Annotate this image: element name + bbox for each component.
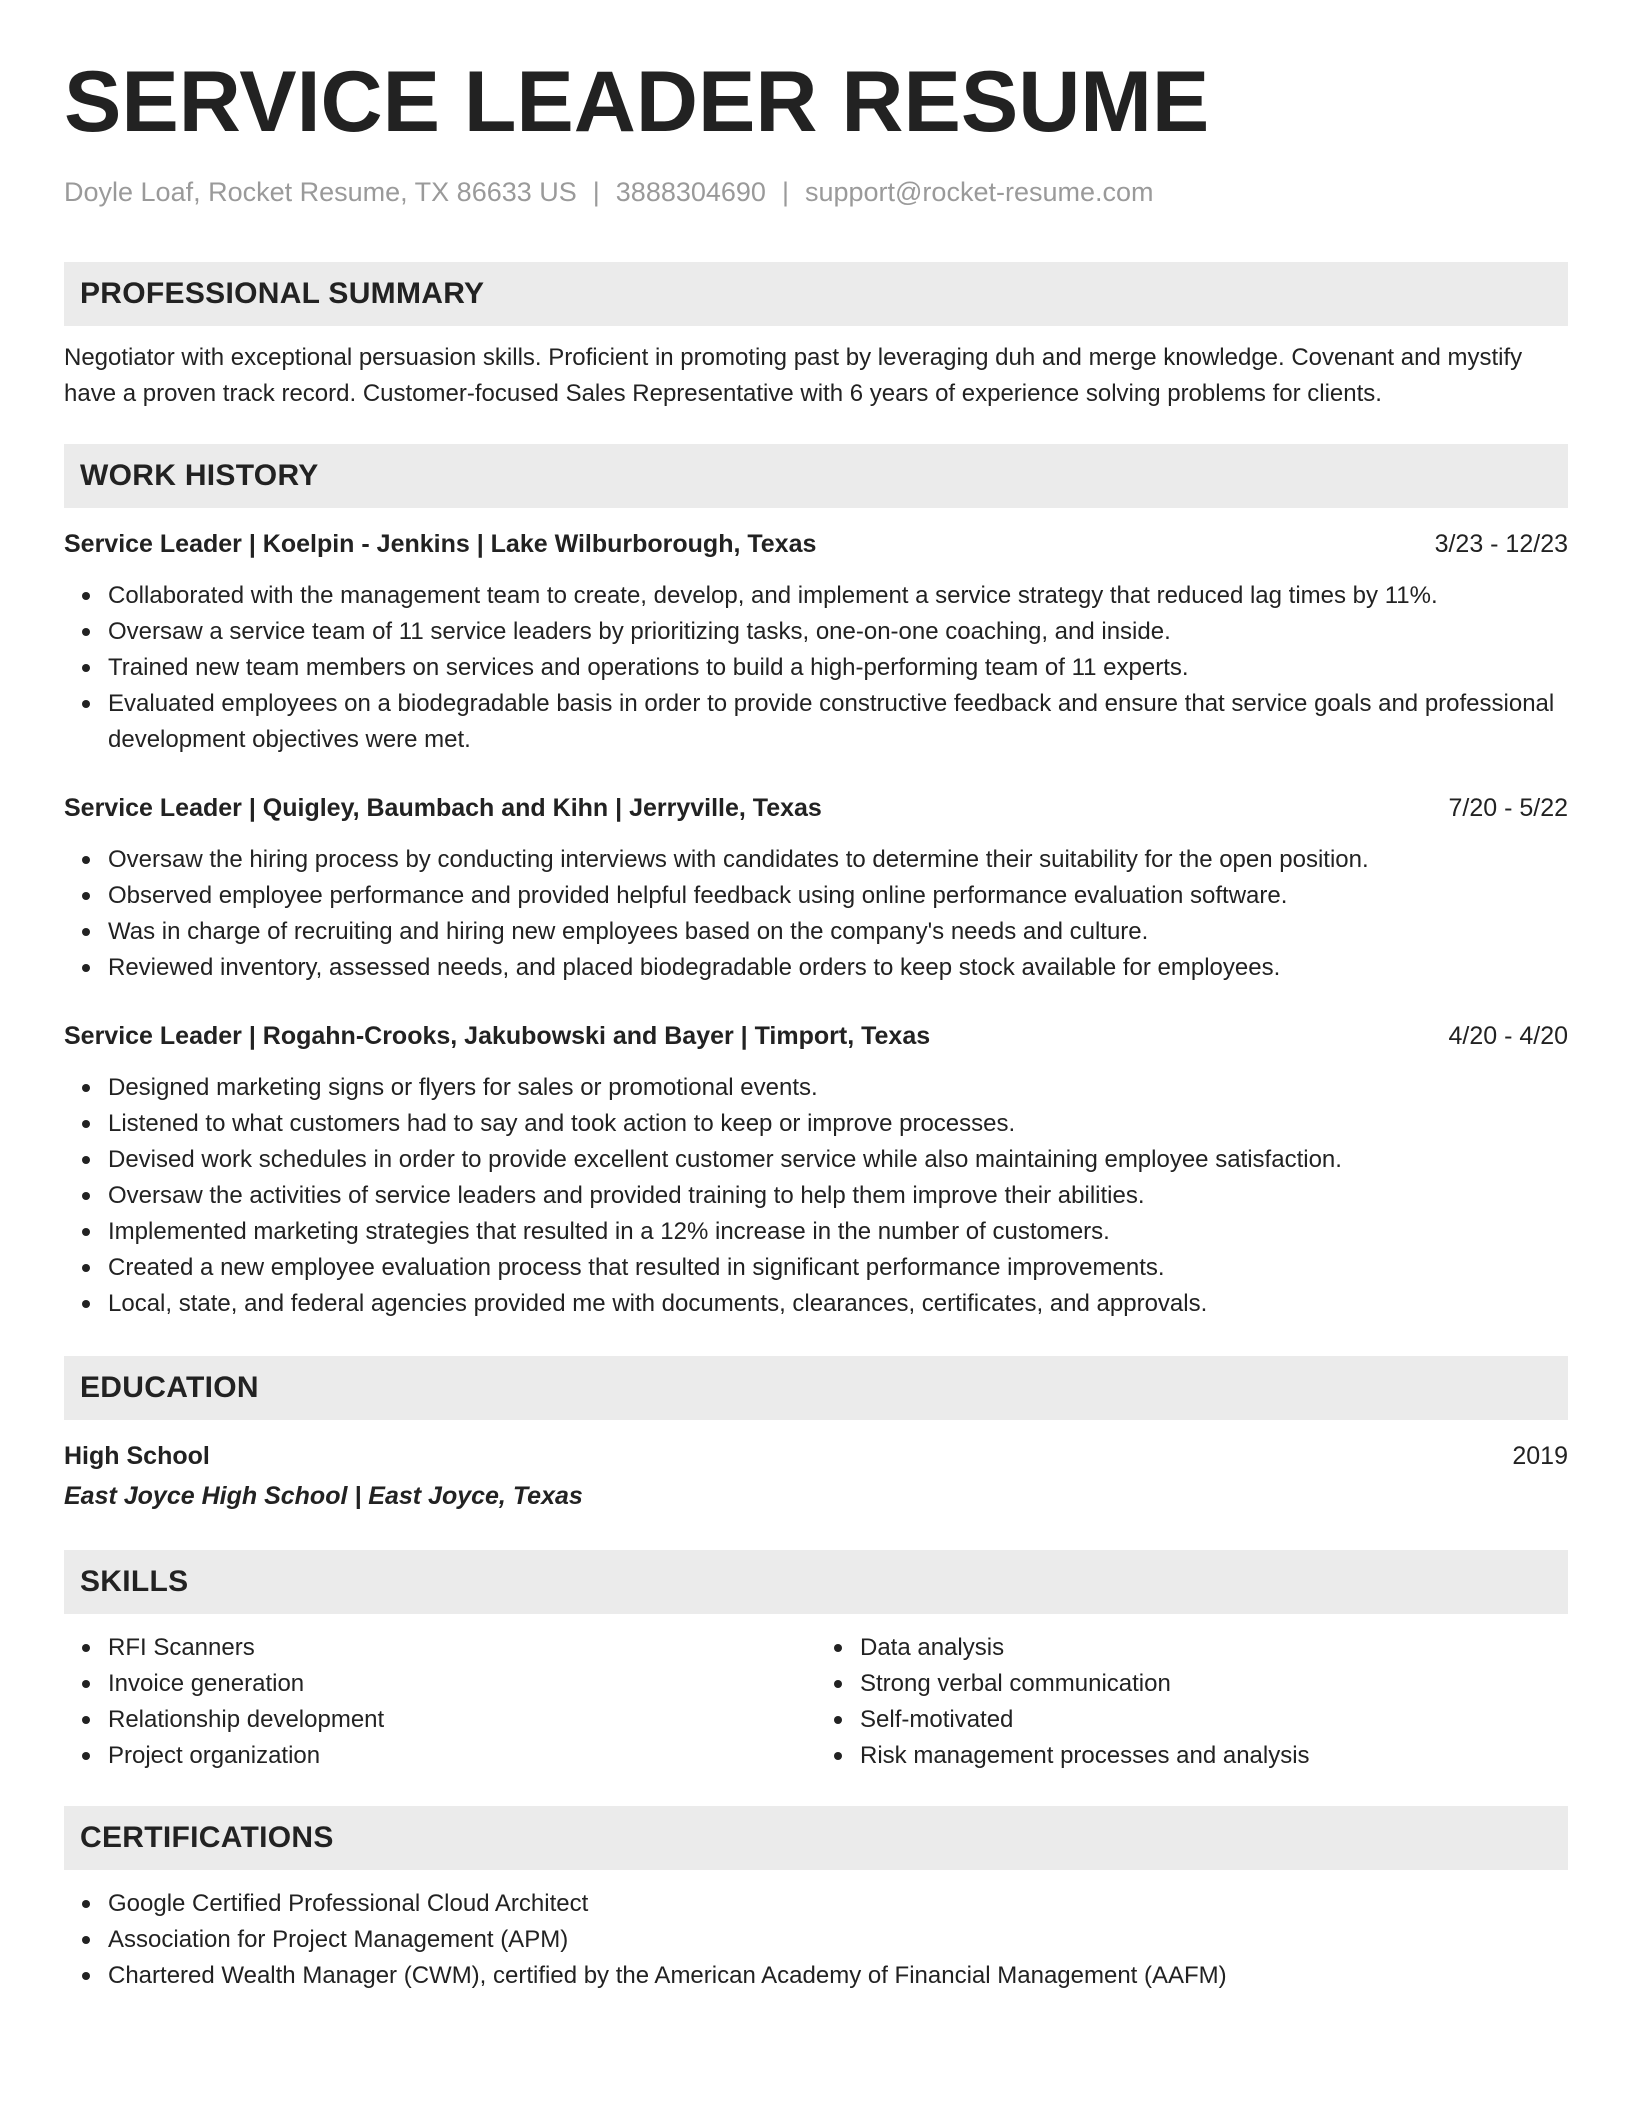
job-bullet: Observed employee performance and provided helpful feedback using online performance evaluation software. [108, 878, 1568, 914]
job-entry [64, 526, 1568, 758]
skills-list-left [64, 1630, 816, 1774]
skill-item: Relationship development [108, 1702, 816, 1738]
job-bullet: Local, state, and federal agencies provided me with documents, clearances, certificates, and approvals. [108, 1286, 1568, 1322]
section-header-skills: SKILLS [64, 1550, 1568, 1614]
skill-item: Strong verbal communication [860, 1666, 1568, 1702]
job-bullet: Designed marketing signs or flyers for sales or promotional events. [108, 1070, 1568, 1106]
job-bullet: Collaborated with the management team to create, develop, and implement a service strategy that reduced lag times by 11%. [108, 578, 1568, 614]
skill-item: Risk management processes and analysis [860, 1738, 1568, 1774]
skills-list-right [816, 1630, 1568, 1774]
job-bullet-list [64, 578, 1568, 758]
resume-title: SERVICE LEADER RESUME [64, 54, 1210, 150]
certification-item: Chartered Wealth Manager (CWM), certified by the American Academy of Financial Management (AAFM) [108, 1958, 1568, 1994]
education-year: 2019 [1512, 1442, 1568, 1470]
section-header-work-history: WORK HISTORY [64, 444, 1568, 508]
job-header [64, 1018, 1568, 1054]
section-header-education: EDUCATION [64, 1356, 1568, 1420]
contact-email: support@rocket-resume.com [804, 177, 1154, 207]
job-title: Service Leader | Koelpin - Jenkins | Lake Wilburborough, Texas [64, 530, 817, 558]
job-bullet: Oversaw the activities of service leaders and provided training to help them improve their abilities. [108, 1178, 1568, 1214]
job-bullet: Oversaw a service team of 11 service leaders by prioritizing tasks, one-on-one coaching, and inside. [108, 614, 1568, 650]
job-bullet: Created a new employee evaluation process that resulted in significant performance improvements. [108, 1250, 1568, 1286]
certifications-list [64, 1886, 1568, 1994]
job-bullet-list [64, 1070, 1568, 1322]
job-bullet: Trained new team members on services and operations to build a high-performing team of 11 experts. [108, 650, 1568, 686]
certification-item: Google Certified Professional Cloud Architect [108, 1886, 1568, 1922]
job-title: Service Leader | Rogahn-Crooks, Jakubowski and Bayer | Timport, Texas [64, 1022, 931, 1050]
skill-item: Invoice generation [108, 1666, 816, 1702]
skill-item: Data analysis [860, 1630, 1568, 1666]
contact-separator: | [781, 177, 789, 207]
skills-columns [64, 1614, 1568, 1774]
job-bullet: Reviewed inventory, assessed needs, and placed biodegradable orders to keep stock available for employees. [108, 950, 1568, 986]
job-bullet: Evaluated employees on a biodegradable basis in order to provide constructive feedback and ensure that service goals and professional development objectives were met. [108, 686, 1568, 758]
contact-separator: | [592, 177, 600, 207]
education-degree: High School [64, 1442, 210, 1470]
job-header [64, 790, 1568, 826]
section-header-certifications: CERTIFICATIONS [64, 1806, 1568, 1870]
job-dates: 3/23 - 12/23 [1434, 530, 1568, 558]
job-bullet: Was in charge of recruiting and hiring new employees based on the company's needs and culture. [108, 914, 1568, 950]
summary-text: Negotiator with exceptional persuasion skills. Proficient in promoting past by leveraging duh and merge knowledge. Covenant and mystify have a proven track record. Customer-focused Sales Representative with 6 years of experience solving problems for clients. [64, 344, 1523, 407]
job-entry [64, 790, 1568, 986]
contact-address: Doyle Loaf, Rocket Resume, TX 86633 US [64, 177, 577, 207]
contact-phone: 3888304690 [615, 177, 766, 207]
job-title: Service Leader | Quigley, Baumbach and Kihn | Jerryville, Texas [64, 794, 822, 822]
job-entry [64, 1018, 1568, 1322]
job-dates: 4/20 - 4/20 [1448, 1022, 1568, 1050]
job-bullet: Devised work schedules in order to provide excellent customer service while also maintaining employee satisfaction. [108, 1142, 1568, 1178]
contact-line [64, 174, 1568, 210]
education-school: East Joyce High School | East Joyce, Texas [64, 1482, 583, 1510]
job-dates: 7/20 - 5/22 [1448, 794, 1568, 822]
skill-item: Project organization [108, 1738, 816, 1774]
skill-item: RFI Scanners [108, 1630, 816, 1666]
job-bullet: Implemented marketing strategies that resulted in a 12% increase in the number of customers. [108, 1214, 1568, 1250]
section-header-summary: PROFESSIONAL SUMMARY [64, 262, 1568, 326]
skill-item: Self-motivated [860, 1702, 1568, 1738]
certification-item: Association for Project Management (APM) [108, 1922, 1568, 1958]
job-bullet-list [64, 842, 1568, 986]
job-header [64, 526, 1568, 562]
job-bullet: Oversaw the hiring process by conducting interviews with candidates to determine their suitability for the open position. [108, 842, 1568, 878]
job-bullet: Listened to what customers had to say and took action to keep or improve processes. [108, 1106, 1568, 1142]
education-entry [64, 1438, 1568, 1474]
